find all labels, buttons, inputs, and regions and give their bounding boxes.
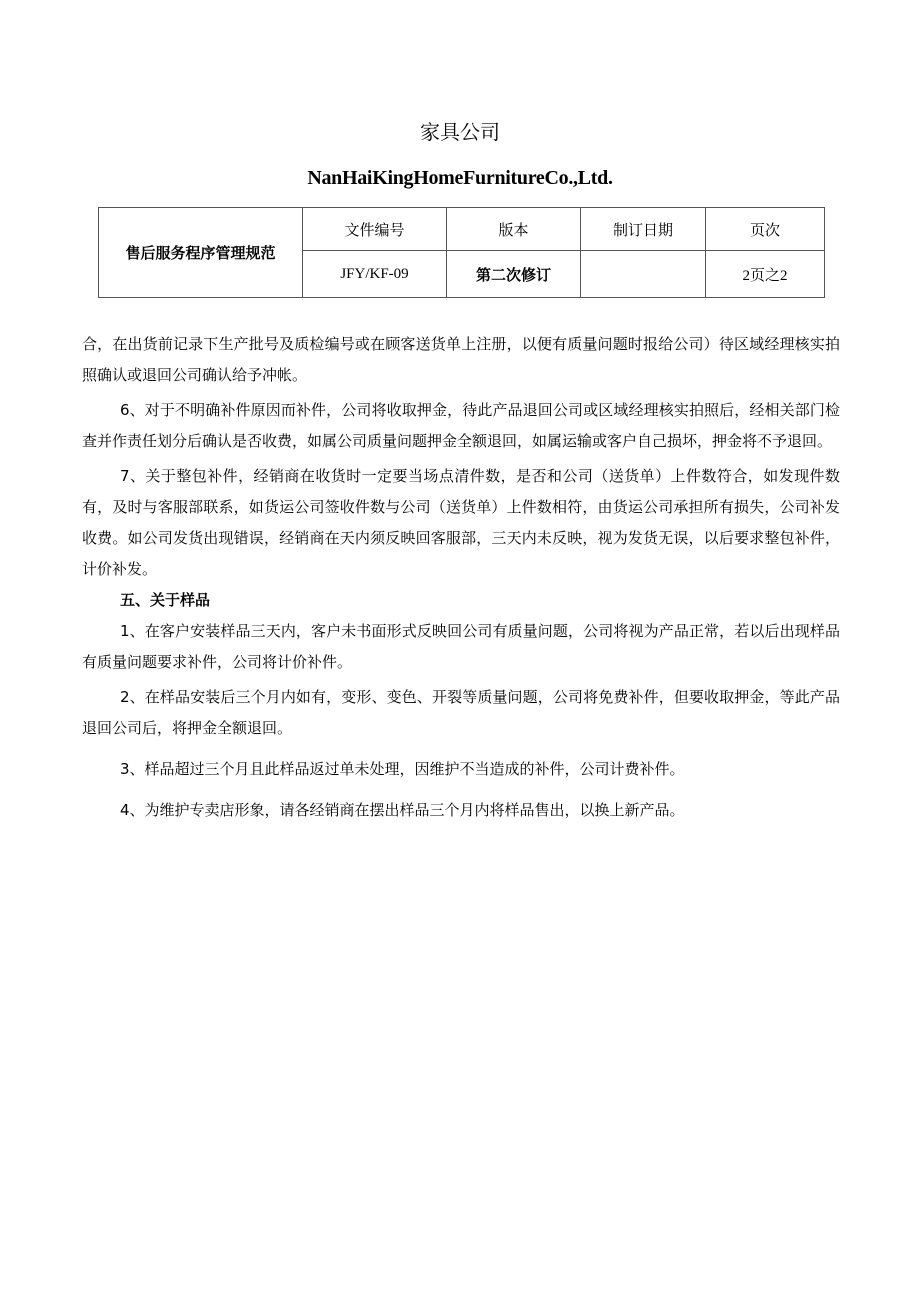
file-number-value: JFY/KF-09 (303, 251, 447, 298)
document-title: 售后服务程序管理规范 (99, 208, 303, 298)
company-name-cn: 家具公司 (420, 120, 500, 144)
date-value (581, 251, 706, 298)
body-paragraph-item-6: 6、对于不明确补件原因而补件，公司将收取押金，待此产品退回公司或区域经理核实拍照后，经相关部门检查并作责任划分后确认是否收费，如属公司质量问题押金全额退回，如属运输或客户自己损坏，押金将不予退回。 (82, 401, 840, 450)
page-label: 页次 (706, 208, 825, 251)
section-heading-samples: 五、关于样品 (120, 591, 211, 609)
sample-rule-4: 4、为维护专卖店形象，请各经销商在摆出样品三个月内将样品售出，以换上新产品。 (120, 801, 685, 819)
sample-rule-1: 1、在客户安装样品三天内，客户未书面形式反映回公司有质量问题，公司将视为产品正常，若以后出现样品有质量问题要求补件，公司将计价补件。 (82, 622, 840, 671)
version-value: 第二次修订 (447, 251, 581, 298)
version-label: 版本 (447, 208, 581, 251)
document-info-table (98, 207, 825, 298)
body-paragraph-continued: 合，在出货前记录下生产批号及质检编号或在顾客送货单上注册，以便有质量问题时报给公司）待区域经理核实拍照确认或退回公司确认给予冲帐。 (82, 335, 840, 384)
page-value: 2页之2 (706, 251, 825, 298)
company-name-en: NanHaiKingHomeFurnitureCo.,Ltd. (307, 167, 613, 189)
document-body (82, 329, 840, 826)
date-label: 制订日期 (581, 208, 706, 251)
file-number-label: 文件编号 (303, 208, 447, 251)
sample-rule-2: 2、在样品安装后三个月内如有，变形、变色、开裂等质量问题，公司将免费补件，但要收取押金，等此产品退回公司后，将押金全额退回。 (82, 688, 840, 737)
sample-rule-3: 3、样品超过三个月且此样品返过单未处理，因维护不当造成的补件，公司计费补件。 (120, 760, 685, 778)
body-paragraph-item-7: 7、关于整包补件，经销商在收货时一定要当场点清件数，是否和公司（送货单）上件数符合，如发现件数有，及时与客服部联系，如货运公司签收件数与公司（送货单）上件数相符，由货运公司承担所有损失，公司补发收费。如公司发货出现错误，经销商在天内须反映回客服部，三天内未反映，视为发货无误，以后要求整包补件，计价补发。 (82, 467, 840, 578)
